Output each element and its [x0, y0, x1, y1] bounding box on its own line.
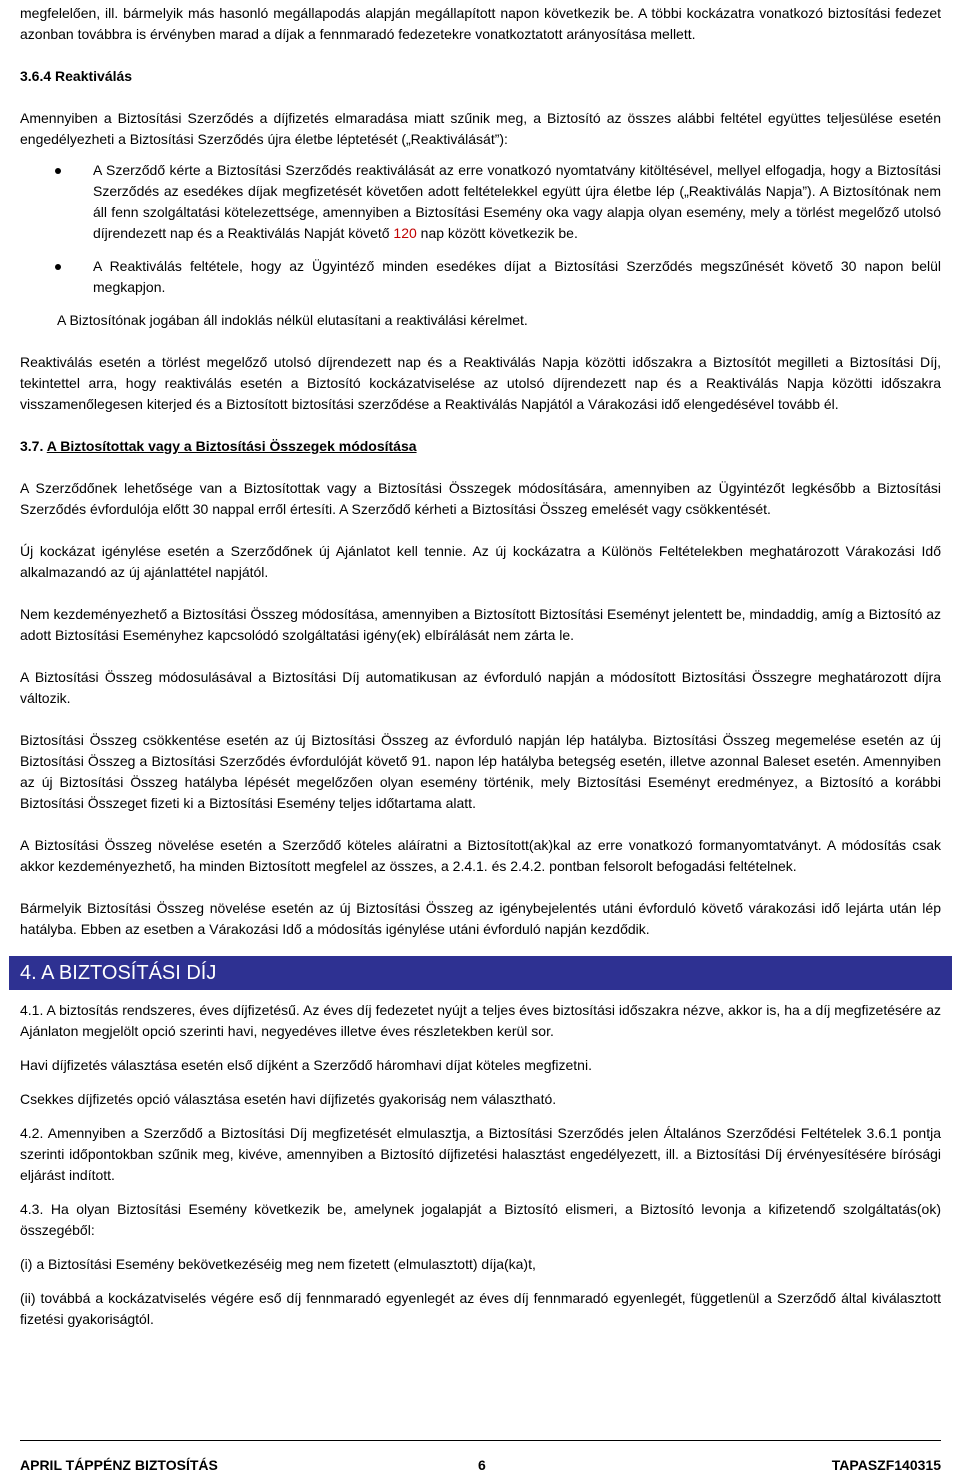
highlighted-days: 120 [393, 225, 417, 241]
list-item [20, 256, 941, 298]
paragraph: A Szerződőnek lehetősége van a Biztosítottak vagy a Biztosítási Összegek módosítására, amennyiben az Ügyintézőt legkésőbb a Biztosítási Szerződés évfordulója előtt 30 nappal erről értesíti. A Szerződő kérheti a Biztosítási Összeg emelését vagy csökkentését. [20, 480, 941, 517]
paragraph: Havi díjfizetés választása esetén első díjként a Szerződő háromhavi díjat köteles megfizetni. [20, 1057, 592, 1073]
paragraph: A Biztosítási Összeg módosulásával a Biztosítási Díj automatikusan az évforduló napján a módosított Biztosítási Összegre meghatározott díjra változik. [20, 669, 941, 706]
condition-text-b: nap között következik be. [416, 225, 578, 241]
paragraph-4-1: 4.1. A biztosítás rendszeres, éves díjfizetésű. Az éves díj fedezetet nyújt a teljes éves biztosítási időszakra nézve, akkor is, ha a díj megfizetésére az Ajánlaton megjelölt opció szerinti havi, negyedéves illetve éves részletekben kerül sor. [20, 1002, 941, 1039]
paragraph: (ii) továbbá a kockázatviselés végére eső díj fennmaradó egyenlegét az éves díj fennmaradó egyenlegét, függetlenül a Szerződő által kiválasztott fizetési gyakoriságtól. [20, 1290, 941, 1327]
section-number: 3.7. [20, 438, 47, 454]
section-4-banner: 4. A BIZTOSÍTÁSI DÍJ [9, 956, 952, 990]
paragraph: Bármelyik Biztosítási Összeg növelése esetén az új Biztosítási Összeg az igénybejelentés utáni évforduló követő várakozási idő lejárta után lép hatályba. Ebben az esetben a Várakozási Idő a módosítás igénylése utáni évforduló napján kezdődik. [20, 900, 941, 937]
list-item [20, 160, 941, 244]
footer-page-number: 6 [478, 1457, 486, 1473]
bullet-icon [55, 264, 61, 270]
footer-document-code: TAPASZF140315 [831, 1457, 941, 1473]
paragraph-4-3: 4.3. Ha olyan Biztosítási Esemény következik be, amelynek jogalapját a Biztosító elismeri, a Biztosító levonja a kifizetendő szolgáltatás(ok) összegéből: [20, 1201, 941, 1238]
paragraph: Új kockázat igénylése esetén a Szerződőnek új Ajánlatot kell tennie. Az új kockázatra a Különös Feltételekben meghatározott Várakozási Idő alkalmazandó az új ajánlattétel napjától. [20, 543, 941, 580]
reactivation-fee-paragraph: Reaktiválás esetén a törlést megelőző utolsó díjrendezett nap és a Reaktiválás Napja közötti időszakra a Biztosítót megilleti a Biztosítási Díj, tekintettel arra, hogy reaktiválás esetén a Biztosító kockázatviselése az utolsó díjrendezett nap és a Reaktiválás Napja közötti időszakra visszamenőlegesen kiterjed és a Biztosított biztosítási szerződése a Reaktiválás Napjától a Várakozási idő elengedésével tovább él. [20, 354, 941, 412]
rejection-note: A Biztosítónak jogában áll indoklás nélkül elutasítani a reaktiválási kérelmet. [57, 312, 528, 328]
intro-paragraph: megfelelően, ill. bármelyik más hasonló megállapodás alapján megállapított napon következik be. A többi kockázatra vonatkozó biztosítási fedezet azonban továbbra is érvényben marad a díjak a fennmaradó fedezetekre vonatkoztatott arányosítása mellett. [20, 5, 941, 42]
reactivation-intro: Amennyiben a Biztosítási Szerződés a díjfizetés elmaradása miatt szűnik meg, a Biztosító az összes alábbi feltétel együttes teljesülése esetén engedélyezheti a Biztosítási Szerződés újra életbe léptetését („Reaktiválását”): [20, 110, 941, 147]
section-title: A Biztosítottak vagy a Biztosítási Összegek módosítása [46, 438, 417, 454]
condition-text-a: A Szerződő kérte a Biztosítási Szerződés reaktiválását az erre vonatkozó nyomtatvány kitöltésével, mellyel elfogadja, hogy a Biztosítási Szerződés az esedékes díjak megfizetését követően adott feltételekkel együtt újra életbe lép („Reaktiválás Napja”). A Biztosítónak nem áll fenn szolgáltatási kötelezettsége, amennyiben a Biztosítási Esemény oka vagy alapja olyan esemény, mely a törlést megelőző utolsó díjrendezett nap és a Reaktiválás Napját követő [93, 162, 941, 241]
condition-text: A Reaktiválás feltétele, hogy az Ügyintéző minden esedékes díjat a Biztosítási Szerződés megszűnését követő 30 napon belül megkapjon. [93, 258, 941, 295]
footer-product-name: APRIL TÁPPÉNZ BIZTOSÍTÁS [20, 1457, 218, 1473]
paragraph: (i) a Biztosítási Esemény bekövetkezéséig meg nem fizetett (elmulasztott) díja(ka)t, [20, 1256, 536, 1272]
paragraph: Csekkes díjfizetés opció választása esetén havi díjfizetés gyakoriság nem választható. [20, 1091, 557, 1107]
paragraph: A Biztosítási Összeg növelése esetén a Szerződő köteles aláíratni a Biztosított(ak)kal az erre vonatkozó formanyomtatványt. A módosítás csak akkor kezdeményezhető, ha minden Biztosított megfelel az összes, a 2.4.1. és 2.4.2. pontban felsorolt befogadási feltételnek. [20, 837, 941, 874]
page-footer [20, 1440, 941, 1479]
bullet-icon [55, 168, 61, 174]
section-3-7-heading [20, 436, 941, 457]
document-page [20, 3, 941, 1330]
paragraph: Nem kezdeményezhető a Biztosítási Összeg módosítása, amennyiben a Biztosított Biztosítási Eseményt jelentett be, mindaddig, amíg a Biztosító az adott Biztosítási Eseményhez kapcsolódó szolgáltatási igény(ek) elbírálását nem zárta le. [20, 606, 941, 643]
paragraph-4-2: 4.2. Amennyiben a Szerződő a Biztosítási Díj megfizetését elmulasztja, a Biztosítási Szerződés jelen Általános Szerződési Feltételek 3.6.1 pontja szerinti időpontokban szűnik meg, kivéve, amennyiben a Biztosító díjfizetési halasztást engedélyezett, ill. a Biztosítási Díj érvényesítésére bírósági eljárást indított. [20, 1125, 941, 1183]
reactivation-conditions-list [20, 160, 941, 298]
section-3-6-4-heading: 3.6.4 Reaktiválás [20, 68, 133, 84]
paragraph: Biztosítási Összeg csökkentése esetén az új Biztosítási Összeg az évforduló napján lép hatályba. Biztosítási Összeg megemelése esetén az új Biztosítási Összeg a Biztosítási Szerződés évfordulóját követő 91. napon lép hatályba betegség esetén, illetve azonnal Baleset esetén. Amennyiben az új Biztosítási Összeg hatályba lépését megelőzően olyan esemény történik, mely Biztosítási Eseményt eredményez, a Biztosító a korábbi Biztosítási Összeget fizeti ki a Biztosítási Esemény teljes időtartama alatt. [20, 732, 941, 811]
